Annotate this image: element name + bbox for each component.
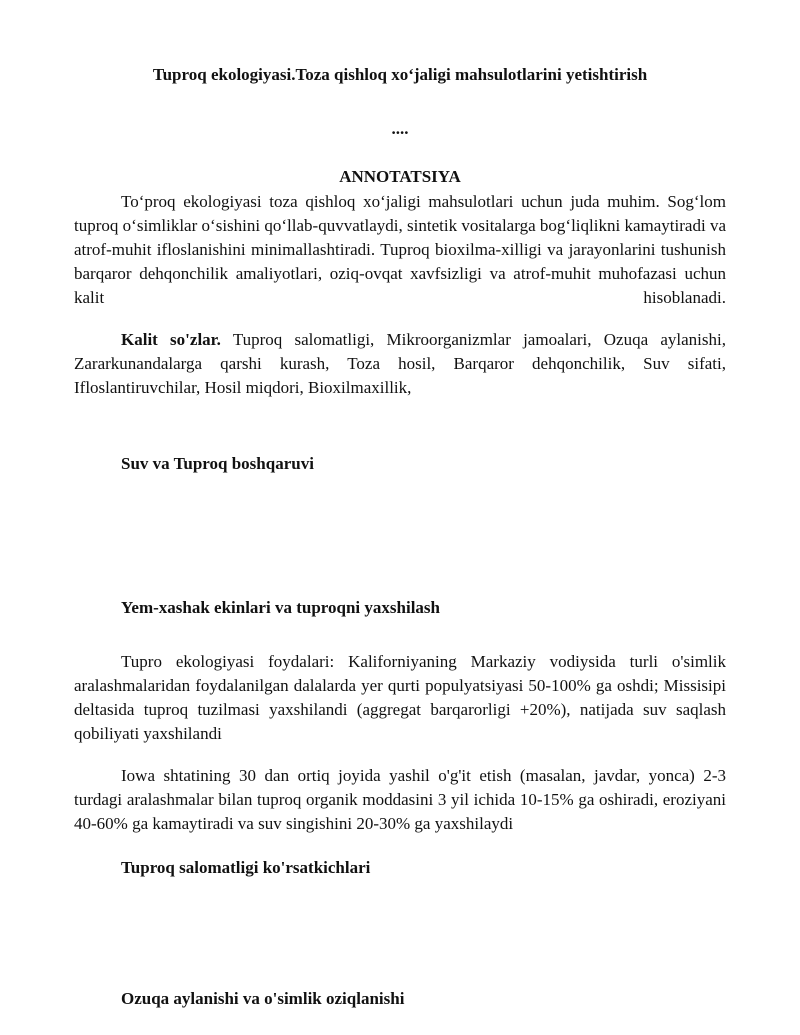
author-placeholder: ....	[391, 119, 409, 138]
section-heading-cover-crops: Yem-xashak ekinlari va tuproqni yaxshilash	[121, 598, 440, 617]
annotation-heading: ANNOTATSIYA	[339, 167, 461, 186]
section-heading-nutrient-cycle: Ozuqa aylanishi va o'simlik oziqlanishi	[121, 989, 405, 1008]
section-heading-soil-health: Tuproq salomatligi ko'rsatkichlari	[121, 858, 371, 877]
document-title: Tuproq ekologiyasi.Toza qishloq xo‘jaligi mahsulotlarini yetishtirish	[152, 65, 648, 84]
keywords-label: Kalit so'zlar.	[121, 330, 221, 349]
keywords-list: Tuproq salomatligi, Mikroorganizmlar jamoalari, Ozuqa aylanishi, Zararkunandalarga qarshi kurash, Toza hosil, Barqaror dehqonchilik, Suv sifati, Ifloslantiruvchilar, Hosil miqdori, Bioxilmaxillik,	[74, 330, 726, 397]
section-heading-water-soil: Suv va Tuproq boshqaruvi	[121, 454, 314, 473]
keywords-paragraph	[74, 328, 726, 400]
iowa-paragraph: Iowa shtatining 30 dan ortiq joyida yashil o'g'it etish (masalan, javdar, yonca) 2-3 turdagi aralashmalar bilan tuproq organik moddasini 3 yil ichida 10-15% ga oshiradi, eroziyani 40-60% ga kamaytiradi va suv singishini 20-30% ga yaxshilaydi	[74, 766, 726, 833]
annotation-paragraph: To‘proq ekologiyasi toza qishloq xo‘jaligi mahsulotlari uchun juda muhim. Sog‘lom tuproq o‘simliklar o‘sishini qo‘llab-quvvatlaydi, sintetik vositalarga bog‘liqlikni kamaytiradi va atrof-muhit ifloslanishini minimallashtiradi. Tuproq bioxilma-xilligi va jarayonlarini tushunish barqaror dehqonchilik amaliyotlari, oziq-ovqat xavfsizligi va atrof-muhit muhofazasi uchun kalit hisoblanadi.	[74, 192, 726, 307]
benefits-paragraph: Tupro ekologiyasi foydalari: Kaliforniyaning Markaziy vodiysida turli o'simlik aralashmalaridan foydalanilgan dalalarda yer qurti populyatsiyasi 50-100% ga oshdi; Missisipi deltasida tuproq tuzilmasi yaxshilandi (aggregat barqarorligi +20%), natijada suv saqlash qobiliyati yaxshilandi	[74, 652, 726, 743]
